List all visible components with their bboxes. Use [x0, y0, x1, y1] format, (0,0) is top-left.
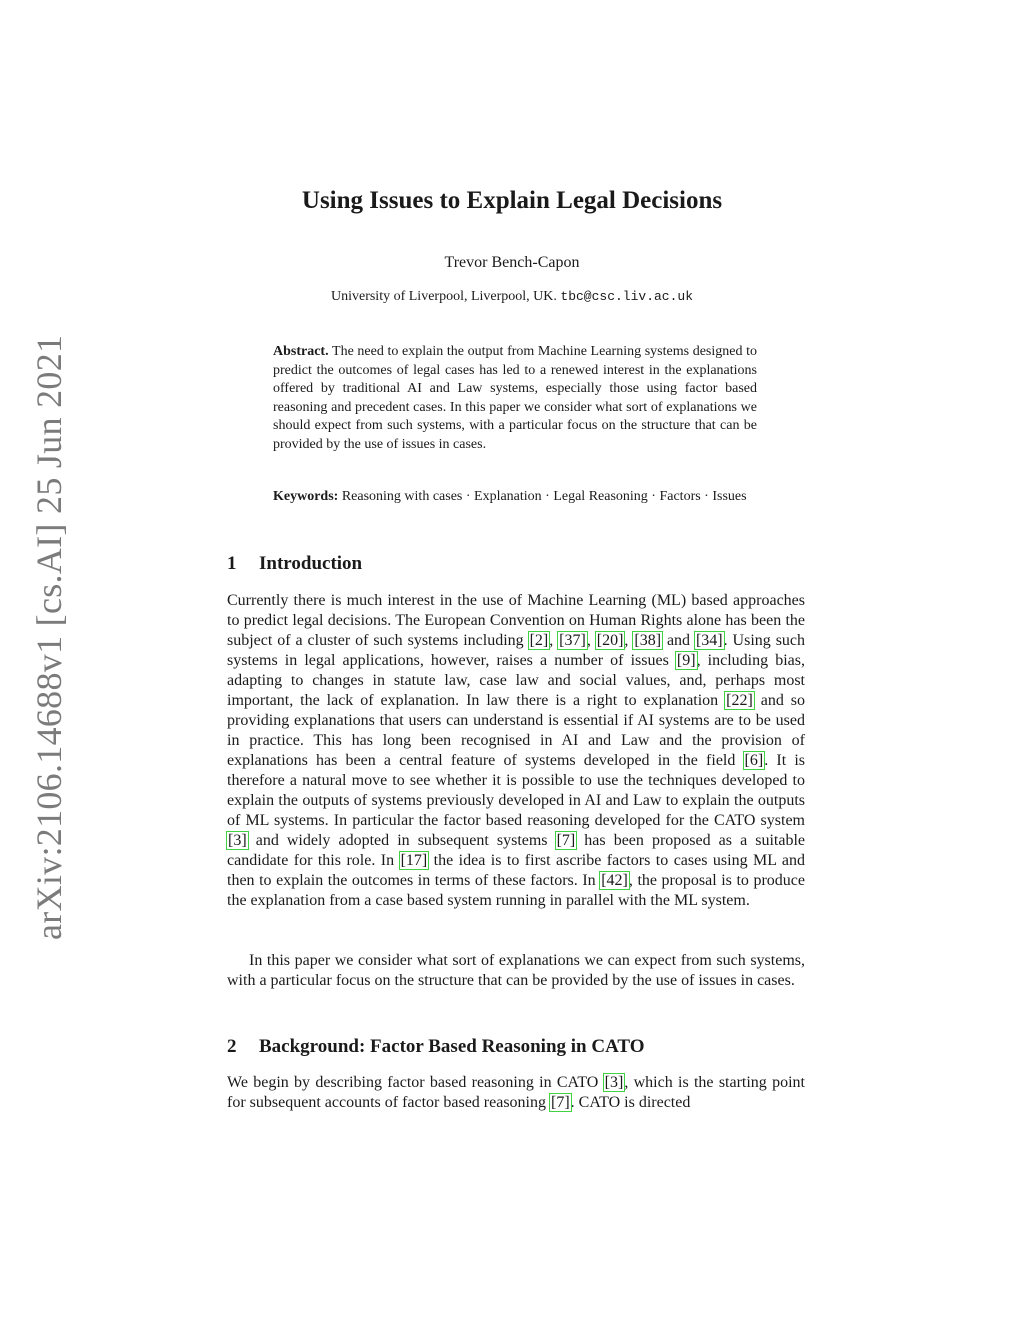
section-number: 1 — [227, 553, 237, 574]
citation-link[interactable]: [38] — [634, 632, 662, 649]
affiliation-line — [0, 289, 1024, 305]
text-run: Currently there is much interest in the use of Machine Learning (ML) based approaches to predict legal decisions. The European Convention on Human Rights alone has been the subject of a cluster of such systems including — [227, 592, 805, 649]
citation-link[interactable]: [3] — [228, 832, 247, 849]
citation-link[interactable]: [9] — [676, 652, 696, 669]
paper-title: Using Issues to Explain Legal Decisions — [301, 187, 723, 214]
section-title: Background: Factor Based Reasoning in CATO — [259, 1036, 645, 1057]
citation-link[interactable]: [42] — [601, 872, 628, 889]
text-run: We begin by describing factor based reasoning in CATO — [227, 1074, 604, 1091]
keywords-label: Keywords: — [273, 489, 339, 504]
intro-paragraph-1 — [227, 591, 805, 911]
keywords-text: Reasoning with cases · Explanation · Legal Reasoning · Factors · Issues — [341, 489, 747, 504]
text-run: and widely adopted in subsequent systems — [247, 832, 556, 849]
abstract-text: The need to explain the output from Machine Learning systems designed to predict the outcomes of legal cases has led to a renewed interest in the explanations offered by traditional AI and Law systems, especially those using factor based reasoning and precedent cases. In this paper we consider what sort of explanations we should expect from such systems, with a particular focus on the structure that can be provided by the use of issues in cases. — [273, 344, 758, 452]
text-run: , the proposal is to produce the explanation from a case based system running in parallel with the ML system. — [227, 872, 805, 909]
text-run: the idea is to first ascribe factors to cases using ML and then to explain the outcomes in terms of these factors. In — [227, 852, 805, 889]
text-run: has been proposed as a suitable candidate for this role. In — [227, 832, 805, 869]
citation-link[interactable]: [7] — [551, 1094, 570, 1111]
citation-link[interactable]: [20] — [596, 632, 624, 649]
section-title: Introduction — [259, 553, 363, 574]
text-run: , which is the starting point for subsequent accounts of factor based reasoning — [227, 1074, 805, 1111]
citation-link[interactable]: [22] — [726, 692, 753, 709]
text-run: . CATO is directed — [570, 1094, 691, 1111]
text-run: , including bias, adapting to changes in statute law, case law and social values, and, perhaps most important, the lack of explanation. In law there is a right to explanation — [227, 652, 805, 709]
keywords — [273, 488, 757, 507]
text-run: , — [586, 632, 596, 649]
text-run: and so providing explanations that users can understand is essential if AI systems are to be used in practice. This has long been recognised in AI and Law and the provision of explanations has been a central feature of systems developed in the field — [227, 692, 806, 769]
arxiv-side-identifier: arXiv:2106.14688v1 [cs.AI] 25 Jun 2021 — [29, 334, 69, 940]
section-heading-background — [227, 1036, 645, 1058]
section-number: 2 — [227, 1036, 237, 1057]
affiliation: University of Liverpool, Liverpool, UK. — [330, 289, 557, 304]
abstract — [273, 343, 757, 455]
text-run: . Using such systems in legal applications, however, raises a number of issues — [227, 632, 806, 669]
author-name: Trevor Bench-Capon — [444, 254, 580, 271]
text-run: and — [662, 632, 695, 649]
author-email: tbc@csc.liv.ac.uk — [560, 289, 694, 304]
background-paragraph-1 — [227, 1073, 805, 1113]
text-run: . It is therefore a natural move to see whether it is possible to use the techniques developed to explain the outputs of systems previously developed in AI and Law to explain the outputs of ML systems. In particular the factor based reasoning developed for the CATO system — [227, 752, 805, 829]
citation-link[interactable]: [34] — [695, 632, 723, 649]
citation-link[interactable]: [7] — [556, 832, 576, 849]
citation-link[interactable]: [2] — [529, 632, 549, 649]
citation-link[interactable]: [17] — [400, 852, 428, 869]
citation-link[interactable]: [3] — [604, 1074, 624, 1091]
text-run: , — [549, 632, 559, 649]
citation-link[interactable]: [37] — [559, 632, 586, 649]
citation-link[interactable]: [6] — [744, 752, 764, 769]
text-run: , — [624, 632, 634, 649]
abstract-label: Abstract. — [273, 344, 329, 359]
intro-paragraph-2: In this paper we consider what sort of explanations we can expect from such systems, with a particular focus on the structure that can be provided by the use of issues in cases. — [227, 952, 805, 989]
section-heading-introduction — [227, 553, 362, 575]
